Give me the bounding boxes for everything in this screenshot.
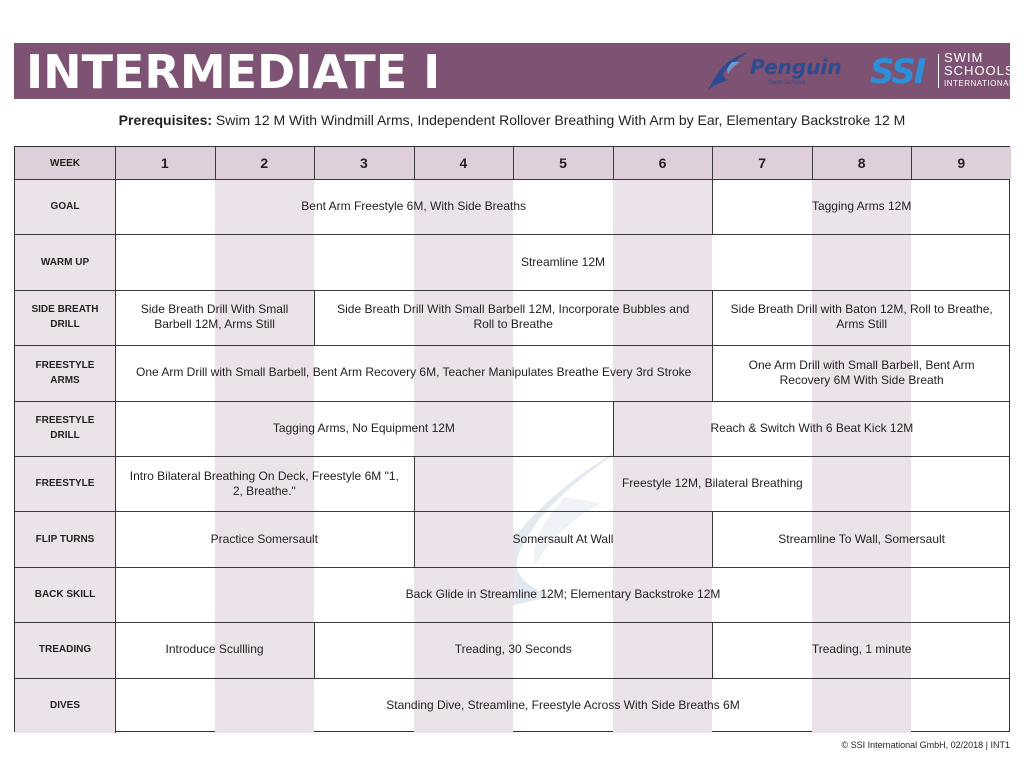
week-number: 7 xyxy=(758,154,766,171)
week-number: 1 xyxy=(160,154,169,171)
prerequisites xyxy=(0,112,1024,128)
plan-cell: Bent Arm Freestyle 6M, With Side Breaths xyxy=(301,199,527,214)
title-banner xyxy=(14,43,1015,99)
page-title: INTERMEDIATE I xyxy=(26,45,441,99)
plan-cell: Practice Somersault xyxy=(210,531,319,546)
plan-cell: Treading, 1 minute xyxy=(811,642,912,657)
cell-divider xyxy=(712,622,713,677)
plan-cell: Streamline To Wall, Somersault xyxy=(778,531,946,546)
prerequisites-text: Swim 12 M With Windmill Arms, Independent Rollover Breathing With Arm by Ear, Elementary Backstroke 12 M xyxy=(212,112,906,128)
plan-cell: Treading, 30 Seconds xyxy=(454,642,572,657)
penguin-logo-subtitle: Swim Schools xyxy=(768,80,806,86)
plan-cell: Side Breath Drill with Baton 12M, Roll to Breathe, Arms Still xyxy=(730,302,993,332)
row-label: GOAL xyxy=(50,201,80,213)
plan-cell: Introduce Scullling xyxy=(165,642,264,657)
ssi-logo-mark: SSI xyxy=(870,52,925,92)
row-label: FREESTYLE ARMS xyxy=(35,359,95,386)
plan-cell: Side Breath Drill With Small Barbell 12M, Incorporate Bubbles and Roll to Breathe xyxy=(337,302,690,332)
penguin-logo xyxy=(706,50,846,94)
week-number: 5 xyxy=(559,154,567,171)
week-number: 8 xyxy=(857,154,866,171)
cell-divider xyxy=(314,622,315,677)
plan-cell: Tagging Arms 12M xyxy=(811,199,912,214)
row-label: FREESTYLE DRILL xyxy=(35,415,95,442)
plan-cell: Standing Dive, Streamline, Freestyle Across With Side Breaths 6M xyxy=(386,697,740,712)
plan-cell: Intro Bilateral Breathing On Deck, Freestyle 6M "1, 2, Breathe." xyxy=(129,468,399,498)
row-label: BACK SKILL xyxy=(34,588,96,600)
plan-cell: One Arm Drill with Small Barbell, Bent Arm Recovery 6M, Teacher Manipulates Breathe Every 3rd Stroke xyxy=(135,365,692,380)
week-number: 3 xyxy=(359,154,368,171)
copyright-footer: © SSI International GmbH, 02/2018 | INT1 xyxy=(841,740,1010,750)
penguin-logo-text: Penguin xyxy=(750,55,842,79)
week-header-label: WEEK xyxy=(50,157,80,169)
cell-divider xyxy=(613,401,614,456)
week-number: 4 xyxy=(459,154,468,171)
cell-divider xyxy=(414,511,415,566)
penguin-icon xyxy=(706,50,752,92)
plan-cell: Freestyle 12M, Bilateral Breathing xyxy=(621,476,803,491)
plan-cell: Side Breath Drill With Small Barbell 12M, Arms Still xyxy=(140,302,289,332)
ssi-line-swim: SWIM xyxy=(944,50,984,65)
ssi-logo-text xyxy=(944,51,1015,90)
plan-cell: Somersault At Wall xyxy=(512,531,614,546)
cell-divider xyxy=(414,456,415,511)
week-number: 6 xyxy=(658,154,667,171)
plan-cell: One Arm Drill with Small Barbell, Bent Arm Recovery 6M With Side Breath xyxy=(748,357,975,387)
row-label: TREADING xyxy=(38,644,92,656)
prerequisites-label: Prerequisites: xyxy=(118,112,213,128)
row-label: FLIP TURNS xyxy=(35,533,95,545)
cell-divider xyxy=(712,290,713,345)
lesson-plan-table xyxy=(14,146,1010,732)
cell-divider xyxy=(712,345,713,400)
cell-divider xyxy=(314,290,315,345)
ssi-logo-divider xyxy=(938,54,939,88)
plan-cell: Tagging Arms, No Equipment 12M xyxy=(272,420,455,435)
plan-cell: Back Glide in Streamline 12M; Elementary Backstroke 12M xyxy=(405,586,721,601)
ssi-logo xyxy=(870,48,1020,94)
cell-divider xyxy=(712,511,713,566)
row-label: FREESTYLE xyxy=(35,478,95,490)
week-number: 2 xyxy=(260,154,269,171)
ssi-line-schools: SCHOOLS xyxy=(944,63,1015,78)
row-label: WARM UP xyxy=(40,256,90,268)
row-label: DIVES xyxy=(49,699,80,711)
week-number: 9 xyxy=(957,154,966,171)
plan-cell: Streamline 12M xyxy=(520,254,606,269)
ssi-line-international: INTERNATIONAL xyxy=(944,79,1014,88)
row-label: SIDE BREATH DRILL xyxy=(31,304,99,331)
plan-cell: Reach & Switch With 6 Beat Kick 12M xyxy=(710,420,914,435)
cell-divider xyxy=(712,179,713,234)
